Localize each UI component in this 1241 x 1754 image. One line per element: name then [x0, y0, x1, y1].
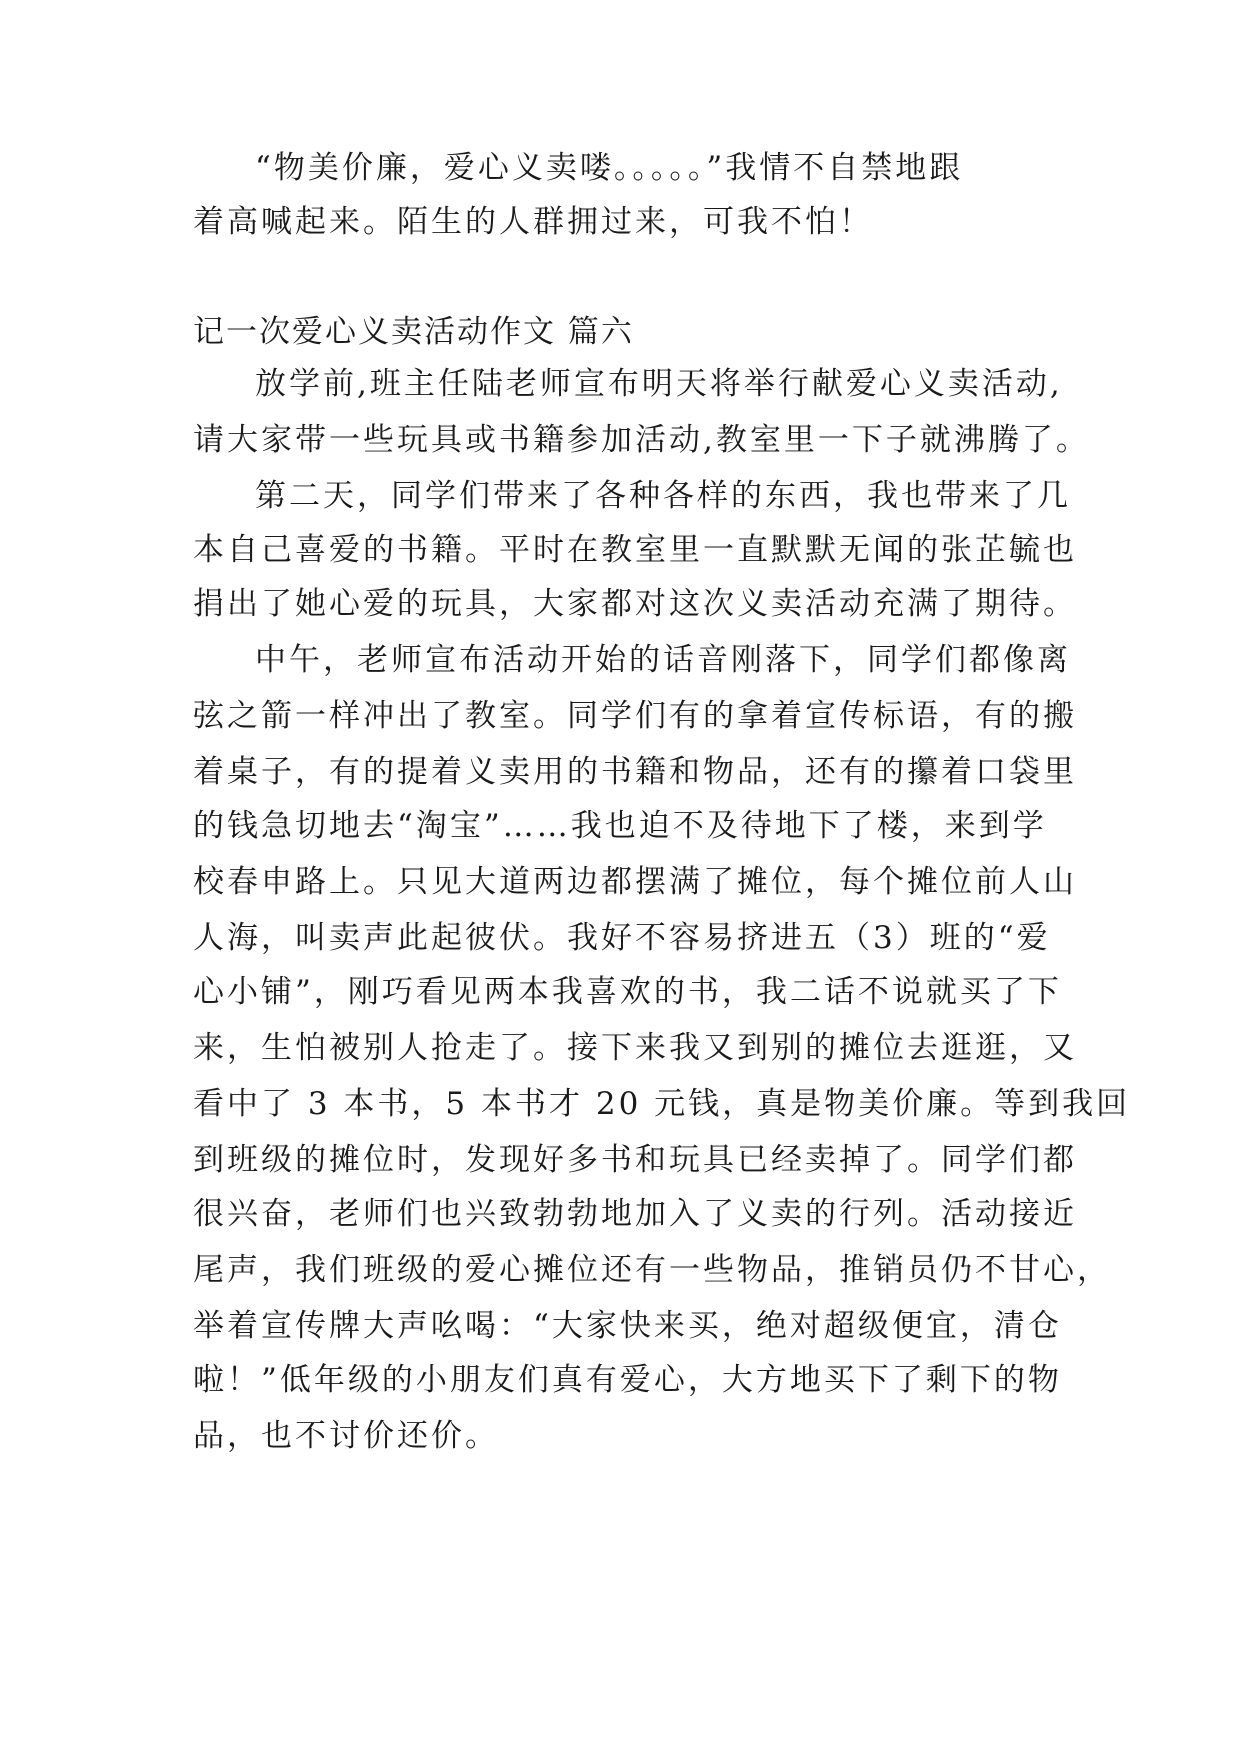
paragraph3-line-10: 到班级的摊位时，发现好多书和玩具已经卖掉了。同学们都	[193, 1142, 1077, 1178]
paragraph3-line-9: 看中了 3 本书，5 本书才 20 元钱，真是物美价廉。等到我回	[193, 1086, 1131, 1122]
paragraph2-line-3: 捐出了她心爱的玩具，大家都对这次义卖活动充满了期待。	[193, 586, 1077, 622]
paragraph1-line-2: 请大家带一些玩具或书籍参加活动,教室里一下子就沸腾了。	[193, 422, 1090, 458]
paragraph3-line-3: 着桌子，有的提着义卖用的书籍和物品，还有的攥着口袋里	[193, 754, 1077, 790]
paragraph3-line-2: 弦之箭一样冲出了教室。同学们有的拿着宣传标语，有的搬	[193, 698, 1077, 734]
intro-line-1: “物美价廉，爱心义卖喽。。。。。”我情不自禁地跟	[255, 150, 964, 186]
paragraph3-line-5: 校春申路上。只见大道两边都摆满了摊位，每个摊位前人山	[193, 864, 1077, 900]
paragraph3-line-8: 来，生怕被别人抢走了。接下来我又到别的摊位去逛逛，又	[193, 1030, 1077, 1066]
paragraph3-line-6: 人海，叫卖声此起彼伏。我好不容易挤进五（3）班的“爱	[193, 920, 1051, 956]
section-heading: 记一次爱心义卖活动作文 篇六	[193, 314, 634, 350]
paragraph1-line-1: 放学前,班主任陆老师宣布明天将举行献爱心义卖活动,	[255, 366, 1063, 402]
paragraph3-line-11: 很兴奋，老师们也兴致勃勃地加入了义卖的行列。活动接近	[193, 1196, 1077, 1232]
paragraph3-line-4: 的钱急切地去“淘宝”……我也迫不及待地下了楼，来到学	[193, 808, 1047, 844]
paragraph3-line-7: 心小铺”，刚巧看见两本我喜欢的书，我二话不说就买了下	[193, 974, 1062, 1010]
paragraph3-line-1: 中午，老师宣布活动开始的话音刚落下，同学们都像离	[255, 642, 1071, 678]
paragraph3-line-14: 啦！”低年级的小朋友们真有爱心，大方地买下了剩下的物	[193, 1362, 1062, 1398]
paragraph2-line-1: 第二天，同学们带来了各种各样的东西，我也带来了几	[255, 478, 1071, 514]
paragraph2-line-2: 本自己喜爱的书籍。平时在教室里一直默默无闻的张芷毓也	[193, 532, 1077, 568]
intro-line-2: 着高喊起来。陌生的人群拥过来，可我不怕！	[193, 204, 873, 240]
paragraph3-line-12: 尾声，我们班级的爱心摊位还有一些物品，推销员仍不甘心，	[193, 1252, 1111, 1288]
paragraph3-line-15: 品，也不讨价还价。	[193, 1418, 499, 1454]
paragraph3-line-13: 举着宣传牌大声吆喝：“大家快来买，绝对超级便宜，清仓	[193, 1308, 1062, 1344]
